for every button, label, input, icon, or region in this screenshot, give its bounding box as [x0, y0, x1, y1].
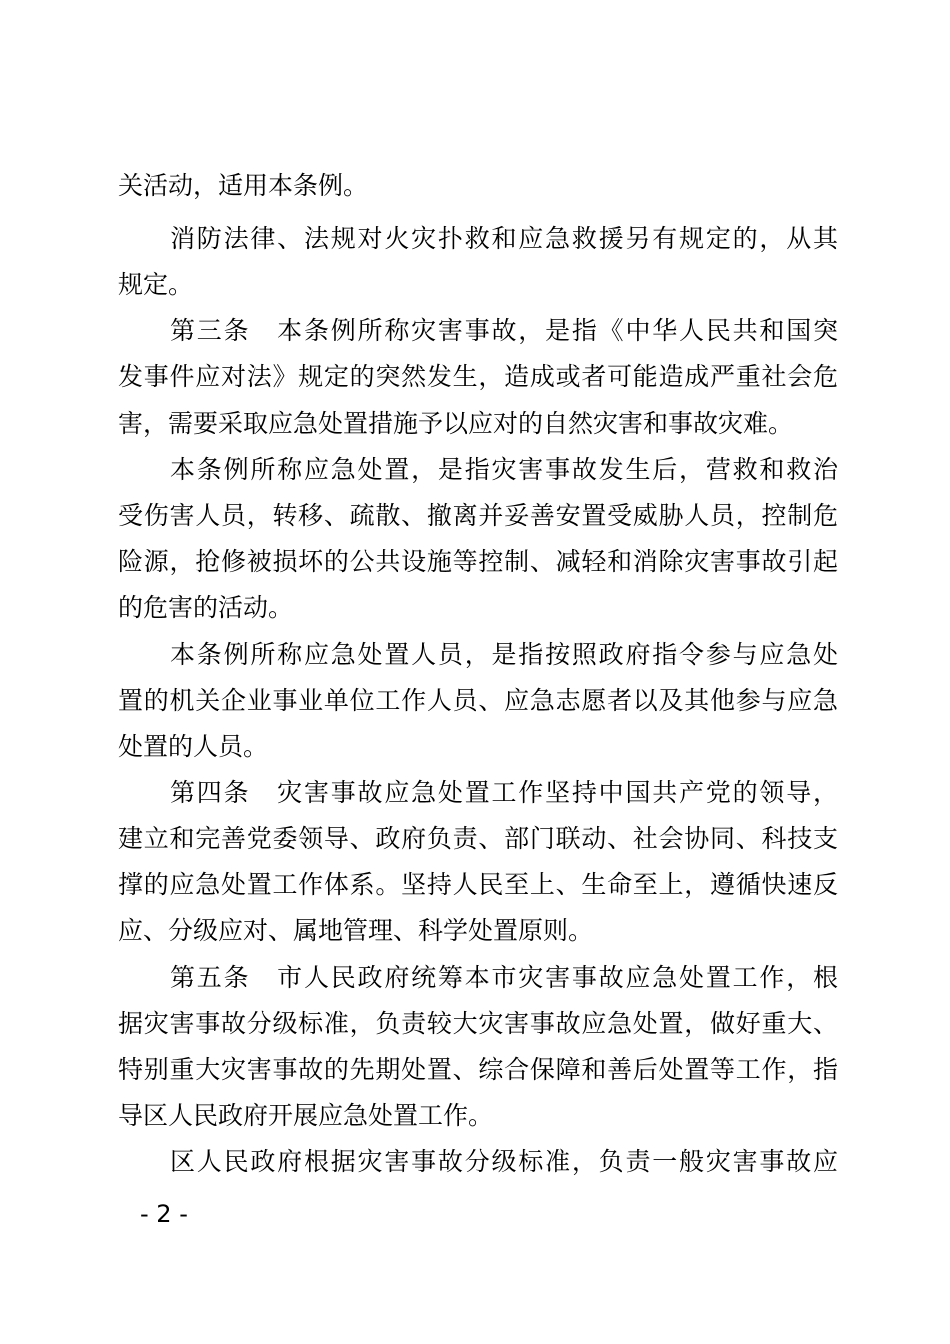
text-line: 消防法律、法规对火灾扑救和应急救援另有规定的，从其 [170, 224, 838, 253]
text-line: 规定。 [118, 270, 194, 299]
text-line: 置的机关企业事业单位工作人员、应急志愿者以及其他参与应急 [118, 686, 838, 715]
text-line: 险源，抢修被损坏的公共设施等控制、减轻和消除灾害事故引起 [118, 547, 838, 576]
text-line: 第三条 本条例所称灾害事故，是指《中华人民共和国突 [170, 316, 838, 345]
text-line: 区人民政府根据灾害事故分级标准，负责一般灾害事故应 [170, 1147, 838, 1176]
text-line: 本条例所称应急处置人员，是指按照政府指令参与应急处 [170, 640, 838, 669]
text-line: 据灾害事故分级标准，负责较大灾害事故应急处置，做好重大、 [118, 1009, 838, 1038]
text-line: 关活动，适用本条例。 [118, 171, 369, 200]
text-line: 处置的人员。 [118, 732, 269, 761]
text-line: 发事件应对法》规定的突然发生，造成或者可能造成严重社会危 [118, 362, 838, 391]
text-line: 撑的应急处置工作体系。坚持人民至上、生命至上，遵循快速反 [118, 870, 838, 899]
page-number: - 2 - [140, 1200, 188, 1228]
text-line: 害，需要采取应急处置措施予以应对的自然灾害和事故灾难。 [118, 409, 794, 438]
text-line: 本条例所称应急处置，是指灾害事故发生后，营救和救治 [170, 455, 838, 484]
text-line: 第五条 市人民政府统筹本市灾害事故应急处置工作，根 [170, 963, 838, 992]
text-line: 应、分级应对、属地管理、科学处置原则。 [118, 916, 594, 945]
text-line: 第四条 灾害事故应急处置工作坚持中国共产党的领导， [170, 778, 838, 807]
text-line: 建立和完善党委领导、政府负责、部门联动、社会协同、科技支 [118, 824, 838, 853]
text-line: 导区人民政府开展应急处置工作。 [118, 1101, 494, 1130]
text-line: 特别重大灾害事故的先期处置、综合保障和善后处置等工作，指 [118, 1055, 838, 1084]
text-line: 受伤害人员，转移、疏散、撤离并妥善安置受威胁人员，控制危 [118, 501, 838, 530]
text-line: 的危害的活动。 [118, 593, 294, 622]
